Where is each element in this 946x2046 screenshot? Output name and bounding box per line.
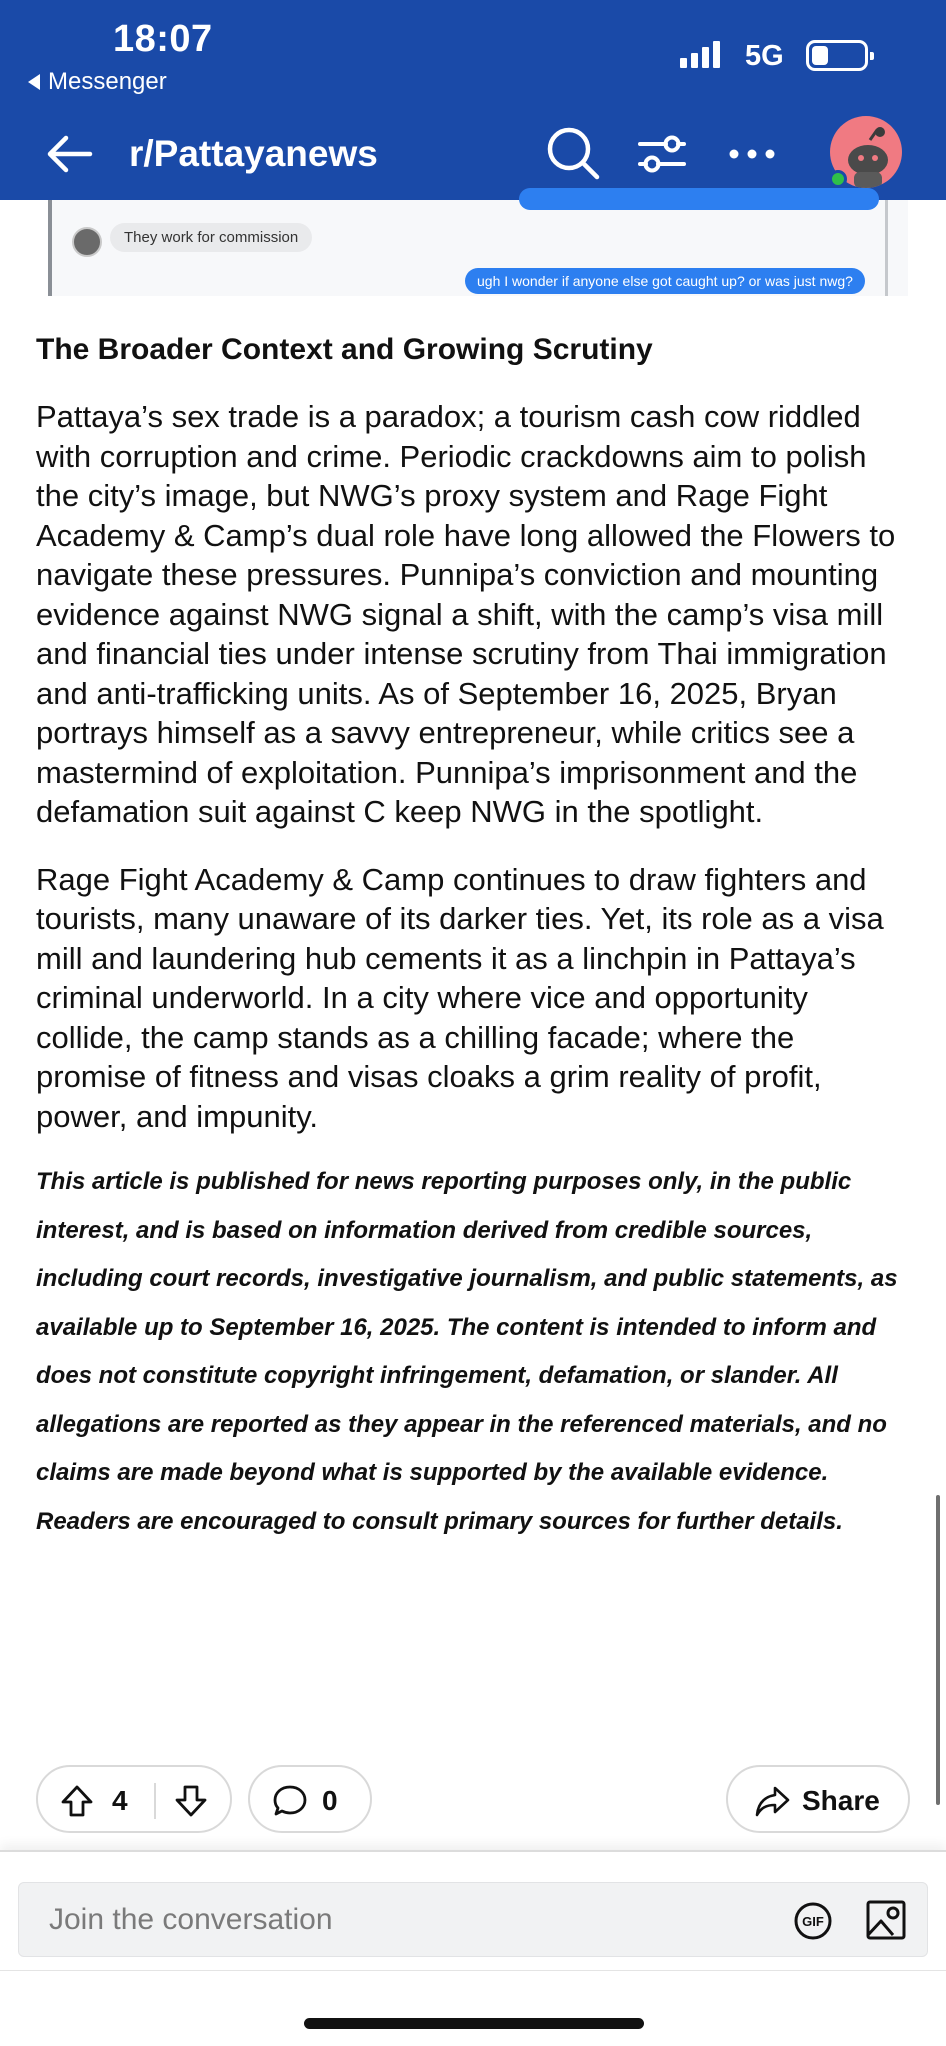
vote-divider	[154, 1783, 156, 1819]
chat-avatar	[72, 227, 102, 257]
chat-scrollbar	[885, 200, 888, 296]
back-arrow-icon[interactable]	[44, 128, 96, 180]
comment-input[interactable]	[18, 1882, 928, 1957]
post-body	[36, 330, 906, 1546]
comment-composer	[0, 1850, 946, 2046]
vote-count: 4	[112, 1785, 128, 1816]
subreddit-title[interactable]: r/Pattayanews	[129, 133, 378, 174]
page-scrollbar[interactable]	[936, 1495, 940, 1805]
chat-screenshot-image[interactable]	[48, 200, 908, 296]
app-header	[0, 0, 946, 200]
chat-outgoing-message: ugh I wonder if anyone else got caught up? or was just nwg?	[465, 268, 865, 294]
chat-bubble-cropped	[519, 188, 879, 210]
gif-icon[interactable]	[793, 1901, 833, 1941]
composer-divider	[0, 1970, 946, 1971]
upvote-icon[interactable]	[60, 1784, 94, 1818]
image-upload-icon[interactable]	[865, 1899, 907, 1941]
battery-icon	[806, 40, 868, 71]
share-button[interactable]	[726, 1765, 910, 1833]
online-indicator	[829, 170, 847, 188]
vote-control	[36, 1765, 232, 1833]
downvote-icon[interactable]	[174, 1784, 208, 1818]
filter-icon[interactable]	[636, 128, 688, 180]
chat-incoming-message: They work for commission	[110, 223, 312, 252]
share-arrow-icon	[754, 1784, 790, 1818]
paragraph: Rage Fight Academy & Camp continues to draw fighters and tourists, many unaware of its darker ties. Yet, its role as a visa mill and laundering hub cements it as a linchpin in Pattaya’s criminal underworld. In a city where vice and opportunity collide, the camp stands as a chilling facade; where the promise of fitness and visas cloaks a grim reality of profit, power, and impunity.	[36, 861, 884, 1134]
gif-icon-text: GIF	[802, 1914, 824, 1929]
back-app-label: Messenger	[48, 68, 167, 95]
disclaimer: This article is published for news reporting purposes only, in the public interest, and is based on information derived from credible sources, including court records, investigative journalism, and public statements, as available up to September 16, 2025. The content is intended to inform and does not constitute copyright infringement, defamation, or slander. All allegations are reported as they appear in the referenced materials, and no claims are made beyond what is supported by the available evidence. Readers are encouraged to consult primary sources for further details.	[36, 1168, 898, 1535]
back-to-messenger[interactable]	[28, 68, 167, 96]
signal-icon	[680, 40, 720, 68]
search-icon[interactable]	[545, 125, 601, 181]
comments-button[interactable]	[248, 1765, 372, 1833]
comment-placeholder: Join the conversation	[49, 1903, 333, 1936]
home-indicator[interactable]	[304, 2018, 644, 2029]
back-triangle-icon	[28, 74, 40, 90]
section-heading: The Broader Context and Growing Scrutiny	[36, 333, 653, 366]
paragraph: Pattaya’s sex trade is a paradox; a tourism cash cow riddled with corruption and crime. Periodic crackdowns aim to polish the city’s image, but NWG’s proxy system and Rage Fight Academy & Camp’s dual role have long allowed the Flowers to navigate these pressures. Punnipa’s conviction and mounting evidence against NWG signal a shift, with the camp’s visa mill and financial ties under intense scrutiny from Thai immigration and anti-trafficking units. As of September 16, 2025, Bryan portrays himself as a savvy entrepreneur, while critics see a mastermind of exploitation. Punnipa’s imprisonment and the defamation suit against C keep NWG in the spotlight.	[36, 399, 896, 829]
comment-count: 0	[322, 1785, 338, 1816]
more-icon[interactable]	[726, 128, 778, 180]
status-time: 18:07	[113, 18, 213, 60]
network-type: 5G	[745, 40, 784, 72]
comment-bubble-icon	[272, 1784, 308, 1818]
share-label: Share	[802, 1785, 880, 1816]
